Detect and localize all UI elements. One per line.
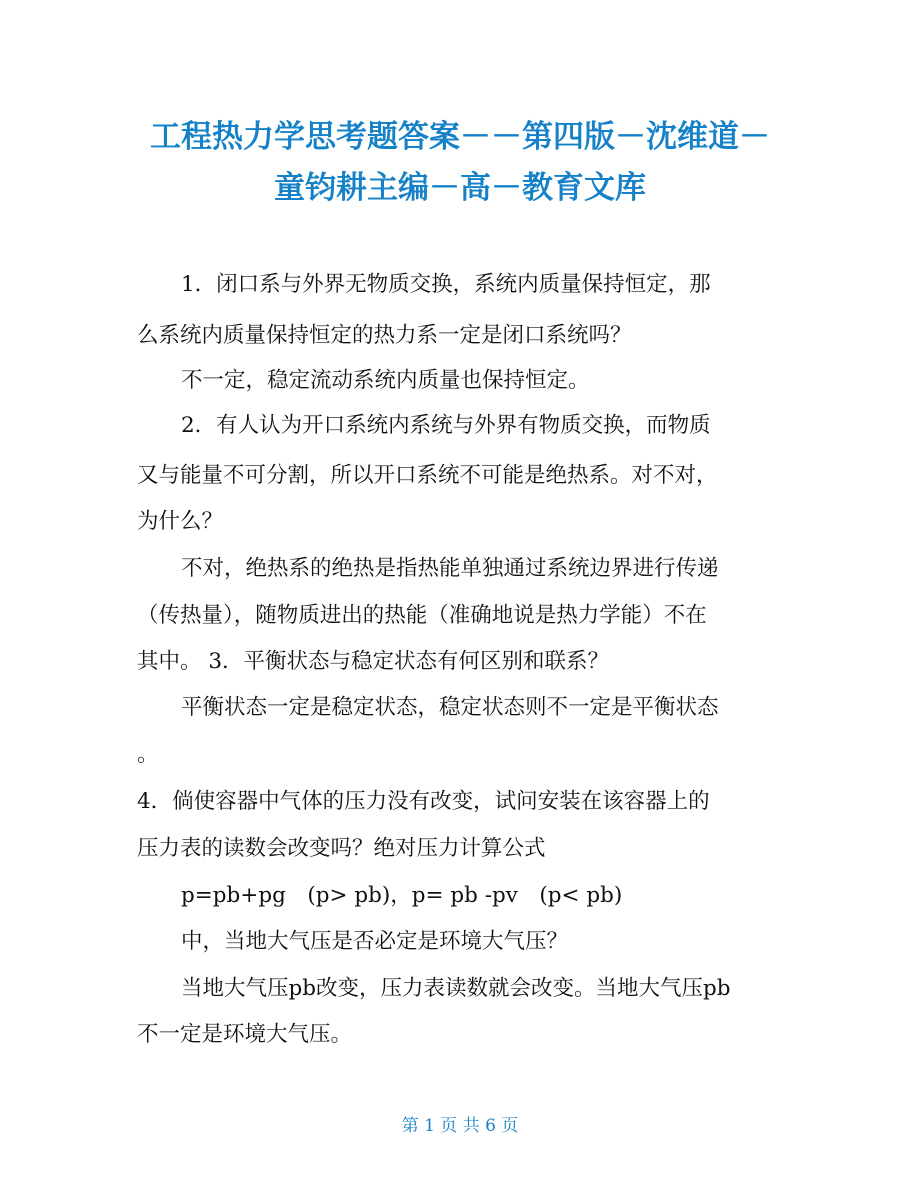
paragraph-line: 不对，绝热系的绝热是指热能单独通过系统边界进行传递 <box>181 556 719 581</box>
document-title <box>0 112 920 214</box>
paragraph-line: 其中。 3．平衡状态与稳定状态有何区别和联系？ <box>137 649 610 674</box>
paragraph-line: 。 <box>137 742 159 767</box>
title-line-2: 童钧耕主编－高－教育文库 <box>274 170 646 206</box>
paragraph-line: 不一定是环境大气压。 <box>137 1022 353 1047</box>
formula-line: p=pb+pg (p> pb)，p= pb -pv (p< pb) <box>181 883 623 908</box>
paragraph-line: 2．有人认为开口系统内系统与外界有物质交换，而物质 <box>181 413 711 438</box>
paragraph-line: 压力表的读数会改变吗？绝对压力计算公式 <box>137 836 546 861</box>
paragraph-line: 中，当地大气压是否必定是环境大气压？ <box>181 929 569 954</box>
title-line-1: 工程热力学思考题答案－－第四版－沈维道－ <box>150 119 770 155</box>
paragraph-line: 不一定，稳定流动系统内质量也保持恒定。 <box>181 368 590 393</box>
page-footer: 第 1 页 共 6 页 <box>401 1116 519 1136</box>
paragraph-line: 当地大气压pb改变，压力表读数就会改变。当地大气压pb <box>181 976 731 1001</box>
paragraph-line: 为什么？ <box>137 509 224 534</box>
paragraph-line: 1．闭口系与外界无物质交换，系统内质量保持恒定，那 <box>181 272 711 297</box>
paragraph-line: 又与能量不可分割，所以开口系统不可能是绝热系。对不对， <box>137 463 718 488</box>
paragraph-line: 4．倘使容器中气体的压力没有改变，试问安装在该容器上的 <box>137 789 710 814</box>
paragraph-line: 平衡状态一定是稳定状态，稳定状态则不一定是平衡状态 <box>181 695 719 720</box>
paragraph-line: 么系统内质量保持恒定的热力系一定是闭口系统吗？ <box>137 323 632 348</box>
paragraph-line: （传热量），随物质进出的热能（准确地说是热力学能）不在 <box>137 603 707 628</box>
